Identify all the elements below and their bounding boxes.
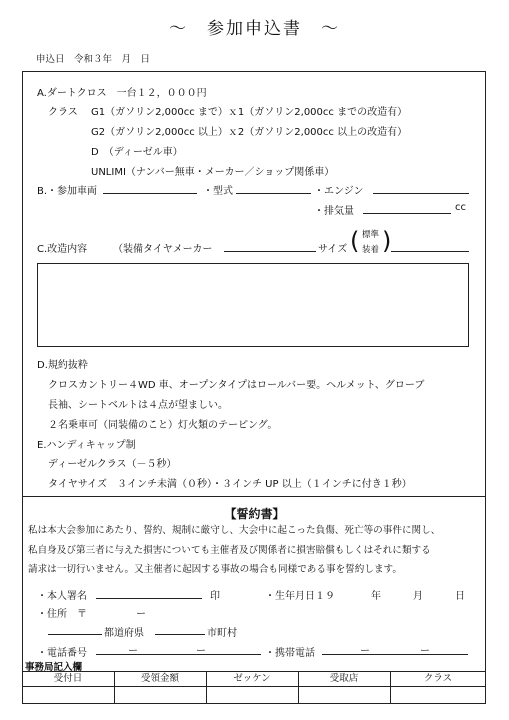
office-header-reception-date: 受付日: [53, 673, 83, 684]
class-label: クラス: [48, 107, 78, 118]
phone-label: ・電話番号: [37, 648, 87, 659]
size-field[interactable]: [391, 251, 469, 252]
phone-dash-1: ー: [128, 646, 138, 657]
modification-label: C.改造内容: [37, 244, 88, 255]
cc-unit: cc: [455, 202, 466, 213]
standard-option[interactable]: 標準: [362, 230, 380, 240]
displacement-field[interactable]: [363, 213, 451, 214]
size-label: サイズ: [318, 244, 348, 255]
seal-mark: 印: [210, 591, 220, 602]
birthdate-label: ・生年月日１９: [265, 591, 335, 602]
phone-field[interactable]: [96, 654, 261, 655]
page-title: ～ 参加申込書 ～: [169, 19, 340, 39]
mobile-dash-2: ー: [420, 646, 430, 657]
rules-heading: D.規約抜粋: [37, 360, 88, 371]
engine-field[interactable]: [373, 193, 469, 194]
vehicle-label: B.・参加車両: [37, 186, 98, 197]
model-field[interactable]: [236, 193, 311, 194]
office-header-class: クラス: [423, 673, 453, 684]
left-paren-icon: (: [350, 227, 360, 255]
office-cell-class[interactable]: [390, 687, 486, 704]
class-d: D （ディーゼル車）: [91, 147, 183, 158]
displacement-label: ・排気量: [314, 206, 354, 217]
mobile-field[interactable]: [322, 654, 468, 655]
rules-line-3: ２名乗車可（同装備のこと）灯火類のテーピング。: [48, 420, 278, 431]
postcode-dash: ー: [136, 609, 146, 620]
rules-line-1: クロスカントリー４WD 車、オープンタイプはロールバー要。ヘルメット、グローブ: [48, 380, 425, 391]
pledge-line-3: 請求は一切行いません。又主催者に起因する事故の場合も同様である事を誓約します。: [28, 564, 402, 575]
address-label: ・住所 〒: [37, 609, 87, 620]
address-field[interactable]: [48, 634, 102, 635]
month-label: 月: [413, 591, 423, 602]
office-use-label: 事務局記入欄: [25, 662, 83, 673]
section-a-heading: A.ダートクロス 一台１２，０００円: [37, 88, 207, 99]
year-label: 年: [371, 591, 381, 602]
tire-maker-label: （装備タイヤメーカー: [113, 244, 213, 255]
tire-maker-field[interactable]: [224, 251, 316, 252]
name-label: ・本人署名: [37, 591, 87, 602]
vehicle-field[interactable]: [103, 193, 197, 194]
handicap-line-2: タイヤサイズ ３インチ未満（０秒）・３インチ UP 以上（１インチに付き１秒）: [48, 479, 412, 490]
model-label: ・型式: [203, 186, 233, 197]
office-cell-amount[interactable]: [114, 687, 206, 704]
engine-label: ・エンジン: [314, 186, 364, 197]
pledge-line-1: 私は本大会参加にあたり、誓約、規制に厳守し、大会中に起こった負傷、死亡等の事件に関し、: [28, 525, 441, 536]
pledge-title: 【誓約書】: [224, 507, 285, 521]
office-header-number: ゼッケン: [233, 673, 271, 684]
phone-dash-2: ー: [196, 646, 206, 657]
application-date: 申込日 令和３年 月 日: [36, 54, 151, 65]
day-label: 日: [455, 591, 465, 602]
handicap-heading: E.ハンディキャップ制: [37, 440, 136, 451]
office-header-shop: 受取店: [329, 673, 359, 684]
class-g1: G1（ガソリン2,000cc まで）ｘ1（ガソリン2,000cc までの改造有）: [91, 107, 408, 118]
pledge-line-2: 私自身及び第三者に与えた損害についても主催者及び関係者に損害賠償もしくはそれに類する: [28, 545, 431, 556]
right-paren-icon: ): [382, 227, 392, 255]
handicap-line-1: ディーゼルクラス（－５秒）: [48, 459, 177, 470]
class-g2: G2（ガソリン2,000cc 以上）ｘ2（ガソリン2,000cc 以上の改造有）: [91, 127, 408, 138]
rules-line-2: 長袖、シートベルトは４点が望ましい。: [48, 400, 228, 411]
section-divider: [22, 496, 486, 497]
mobile-dash-1: ー: [360, 646, 370, 657]
office-cell-shop[interactable]: [298, 687, 390, 704]
modification-details-box[interactable]: [37, 263, 469, 347]
city-label: 市町村: [207, 628, 237, 639]
city-field[interactable]: [155, 634, 205, 635]
prefecture-label: 都道府県: [104, 628, 144, 639]
office-cell-reception-date[interactable]: [22, 687, 114, 704]
equipped-option[interactable]: 装着: [362, 245, 380, 255]
office-header-amount: 受領金額: [140, 673, 179, 684]
class-unlimi: UNLIMI（ナンバー無車・メーカー／ショップ関係車）: [91, 167, 335, 178]
mobile-label: ・携帯電話: [265, 648, 315, 659]
name-field[interactable]: [96, 598, 202, 599]
office-cell-number[interactable]: [206, 687, 298, 704]
